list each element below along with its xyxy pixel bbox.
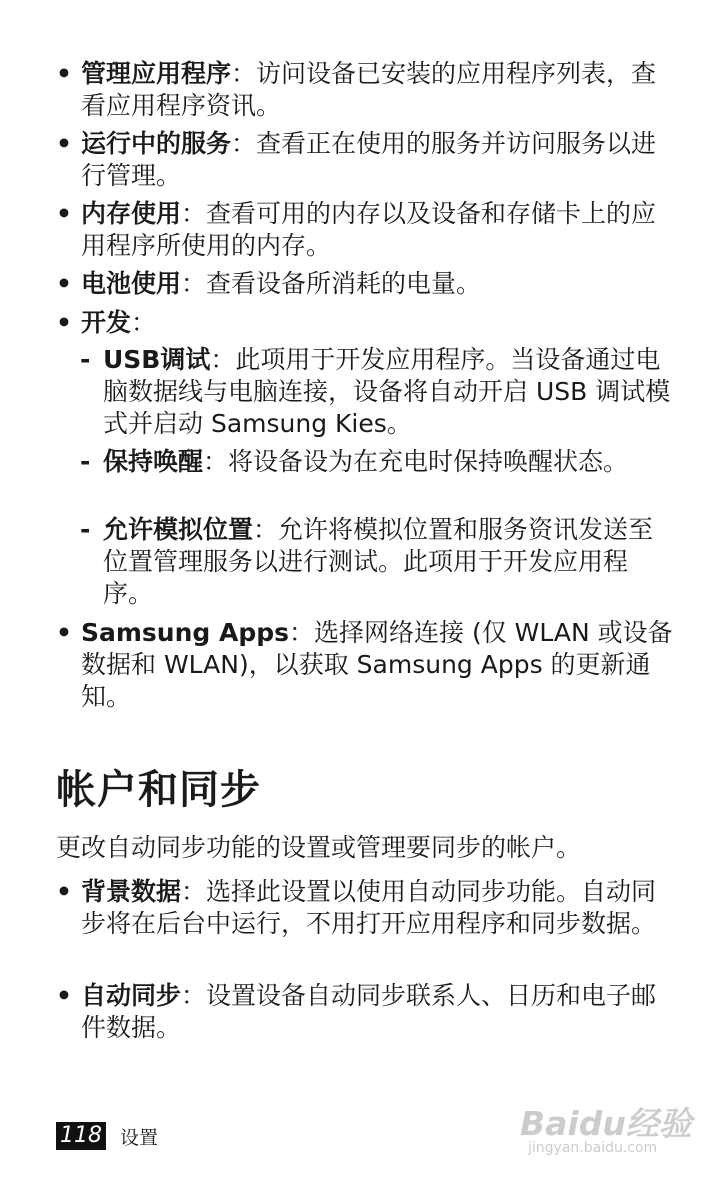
list-item-manage-apps	[56, 58, 676, 122]
item-description: ：选择此设置以使用自动同步功能。自动同步将在后台中运行，不用打开应用程序和同步数据。	[81, 877, 657, 938]
list-item-auto-sync	[56, 980, 676, 1044]
item-term: 运行中的服务	[81, 129, 232, 158]
watermark-url: jingyan.baidu.com	[528, 1140, 658, 1156]
item-description: ：查看正在使用的服务并访问服务以进行管理。	[81, 129, 657, 190]
item-term: 背景数据	[81, 877, 182, 906]
chapter-label: 设置	[120, 1126, 159, 1149]
list-item-battery-usage	[56, 268, 676, 300]
sub-item-description: ：允许将模拟位置和服务资讯发送至位置管理服务以进行测试。此项用于开发应用程序。	[103, 515, 654, 608]
list-item-running-services	[56, 128, 676, 192]
bullet: •	[56, 199, 72, 228]
bullet: •	[56, 981, 72, 1010]
page-footer	[56, 1122, 158, 1150]
item-description: ：设置设备自动同步联系人、日历和电子邮件数据。	[81, 981, 657, 1042]
sub-item-term: 允许模拟位置	[103, 515, 254, 544]
bullet: •	[56, 59, 72, 88]
sub-item-description: ：将设备设为在充电时保持唤醒状态。	[203, 447, 629, 476]
bullet: •	[56, 129, 72, 158]
item-term: 电池使用	[81, 269, 182, 298]
sub-item-usb-debugging	[80, 344, 676, 440]
dash: -	[80, 515, 91, 544]
dash: -	[80, 447, 91, 476]
sub-item-mock-locations	[80, 514, 676, 610]
item-term: Samsung Apps	[81, 618, 290, 647]
bullet: •	[56, 269, 72, 298]
bullet: •	[56, 308, 72, 337]
sub-item-term: USB调试	[103, 345, 211, 374]
item-description: ：	[131, 308, 157, 337]
item-description: ：访问设备已安装的应用程序列表，查看应用程序资讯。	[81, 59, 657, 120]
item-description: ：查看可用的内存以及设备和存储卡上的应用程序所使用的内存。	[81, 199, 657, 260]
list-item-development	[56, 307, 676, 339]
sub-item-description: ：此项用于开发应用程序。当设备通过电脑数据线与电脑连接，设备将自动开启 USB 调试模式并启动 Samsung Kies。	[103, 345, 671, 438]
item-term: 内存使用	[81, 199, 182, 228]
page-number: 118	[56, 1122, 106, 1150]
item-term: 开发	[81, 308, 132, 337]
sub-item-term: 保持唤醒	[103, 447, 204, 476]
section-intro: 更改自动同步功能的设置或管理要同步的帐户。	[56, 833, 582, 862]
section-title: 帐户和同步	[56, 767, 261, 813]
dash: -	[80, 345, 91, 374]
list-item-background-data	[56, 876, 676, 940]
bullet: •	[56, 618, 72, 647]
watermark-logo-text: Baidu经验	[520, 1104, 692, 1143]
list-item-memory-usage	[56, 198, 676, 262]
item-description: ：查看设备所消耗的电量。	[181, 269, 482, 298]
item-term: 管理应用程序	[81, 59, 232, 88]
bullet: •	[56, 877, 72, 906]
item-term: 自动同步	[81, 981, 182, 1010]
baidu-watermark	[520, 1086, 710, 1166]
list-item-samsung-apps	[56, 617, 676, 713]
item-description: ：选择网络连接 (仅 WLAN 或设备数据和 WLAN)，以获取 Samsung Apps 的更新通知。	[81, 618, 673, 711]
sub-item-stay-awake	[80, 446, 676, 478]
